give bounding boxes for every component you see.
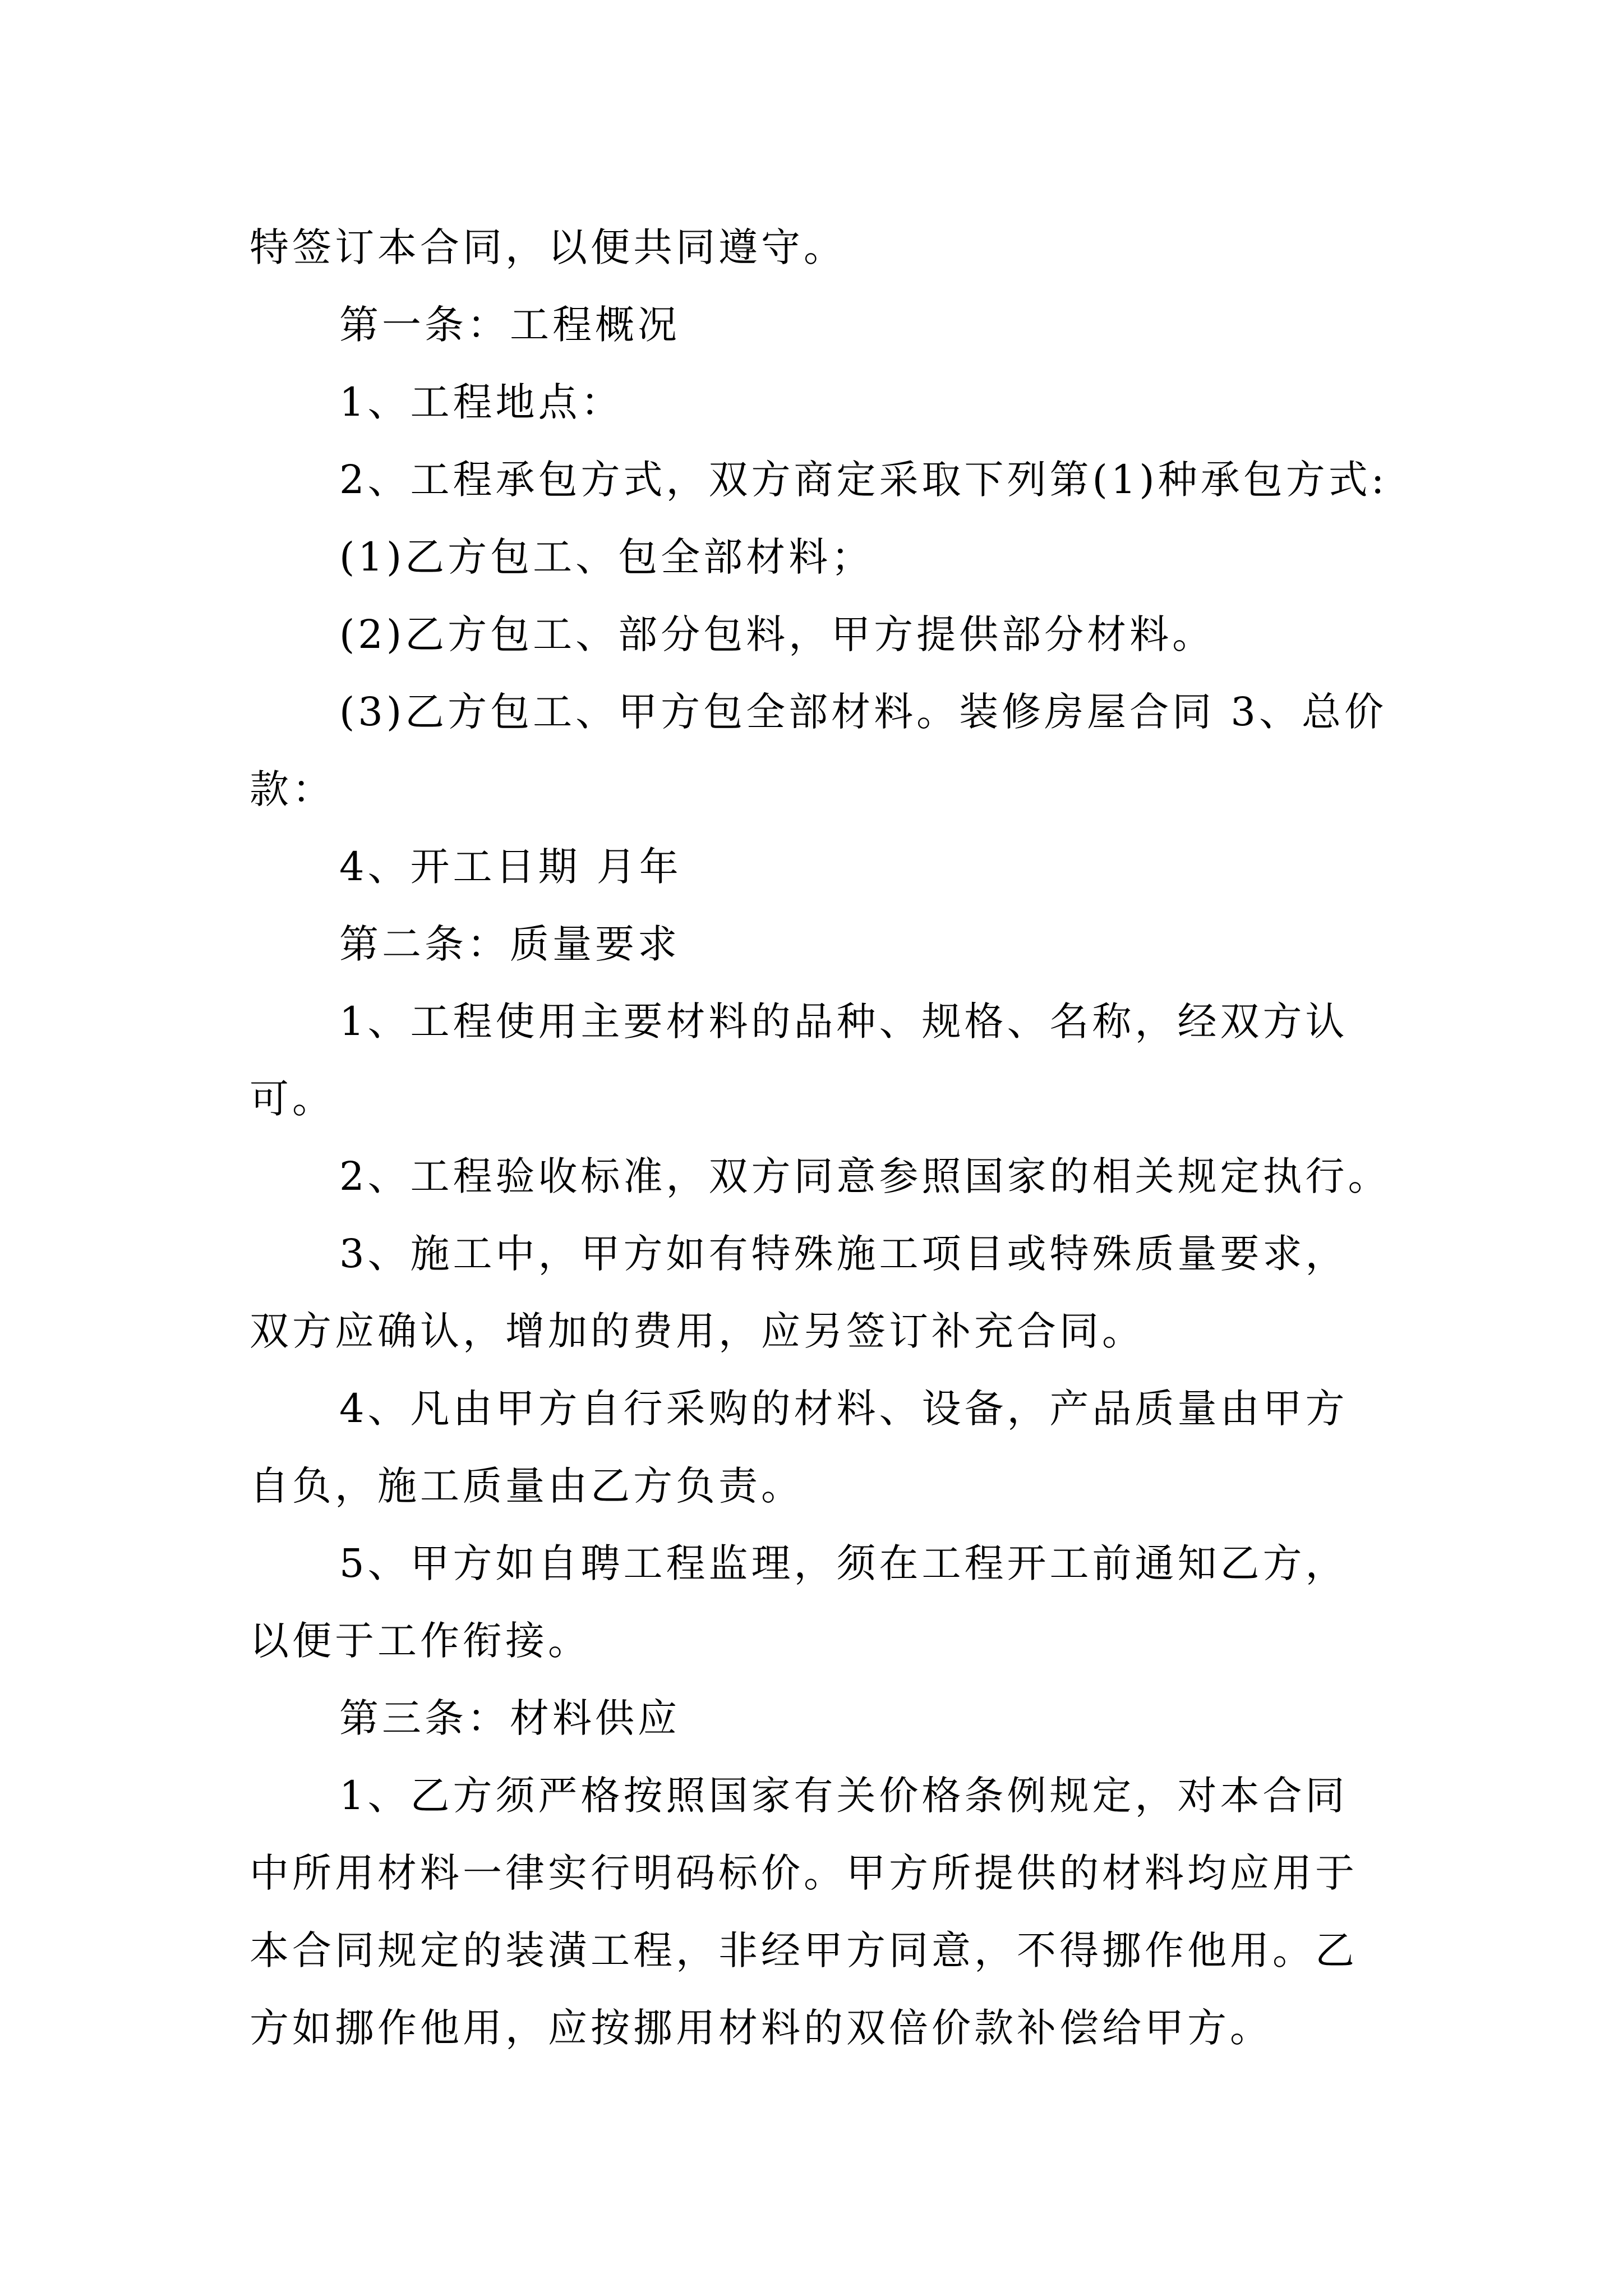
body-line: (1)乙方包工、包全部材料； [339, 534, 874, 580]
body-line: 中所用材料一律实行明码标价。甲方所提供的材料均应用于 [250, 1850, 1358, 1896]
article-heading: 第二条：质量要求 [339, 921, 680, 967]
body-line: 以便于工作衔接。 [250, 1618, 591, 1664]
body-line: 款： [250, 766, 335, 812]
document-body [250, 209, 1394, 2067]
body-line: 可。 [250, 1076, 335, 1122]
body-line: (3)乙方包工、甲方包全部材料。装修房屋合同 3、总价 [339, 689, 1387, 735]
body-line: 特签订本合同，以便共同遵守。 [250, 224, 846, 270]
body-line: 1、工程使用主要材料的品种、规格、名称，经双方认 [339, 999, 1348, 1045]
body-line: 方如挪作他用，应按挪用材料的双倍价款补偿给甲方。 [250, 2005, 1272, 2051]
body-line: 2、工程承包方式，双方商定采取下列第(1)种承包方式: [339, 457, 1388, 503]
article-heading: 第三条：材料供应 [339, 1695, 680, 1741]
body-line: 5、甲方如自聘工程监理，须在工程开工前通知乙方， [339, 1540, 1348, 1586]
body-line: 本合同规定的装潢工程，非经甲方同意，不得挪作他用。乙 [250, 1927, 1358, 1973]
body-line: 2、工程验收标准，双方同意参照国家的相关规定执行。 [339, 1153, 1391, 1199]
body-line: 3、施工中，甲方如有特殊施工项目或特殊质量要求， [339, 1231, 1348, 1277]
body-line: 1、工程地点： [339, 379, 624, 425]
body-line: 4、凡由甲方自行采购的材料、设备，产品质量由甲方 [339, 1386, 1348, 1432]
body-line: 自负，施工质量由乙方负责。 [250, 1463, 804, 1509]
body-line: 双方应确认，增加的费用，应另签订补充合同。 [250, 1308, 1145, 1354]
article-heading: 第一条：工程概况 [339, 302, 680, 348]
body-line: 4、开工日期 月年 [339, 844, 682, 890]
body-line: 1、乙方须严格按照国家有关价格条例规定，对本合同 [339, 1773, 1348, 1819]
body-line: (2)乙方包工、部分包料，甲方提供部分材料。 [339, 611, 1215, 657]
